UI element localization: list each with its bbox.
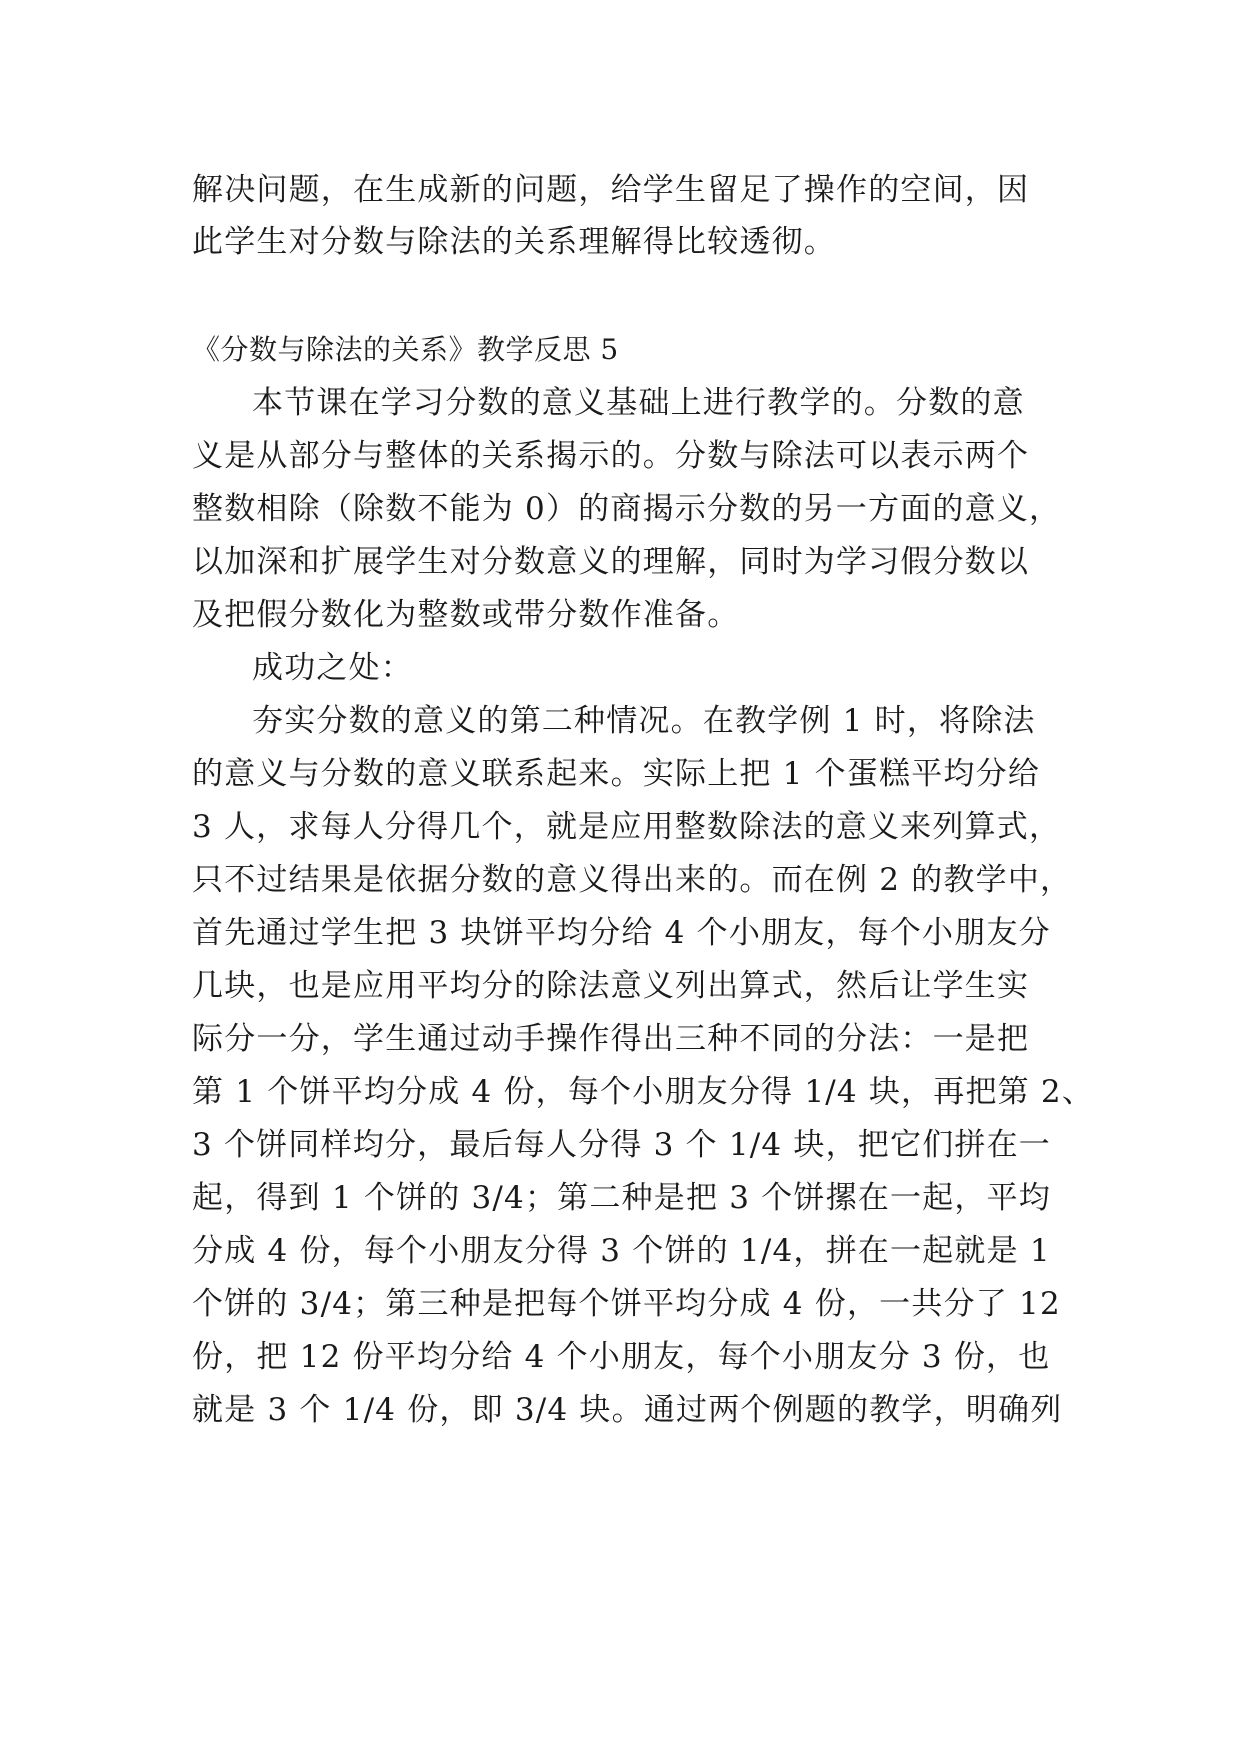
text-line: 以加深和扩展学生对分数意义的理解，同时为学习假分数以 [192,544,1030,580]
text-line: 起，得到 1 个饼的 3/4；第二种是把 3 个饼摞在一起，平均 [192,1180,1052,1216]
text-line: 就是 3 个 1/4 份，即 3/4 块。通过两个例题的教学，明确列 [192,1392,1063,1428]
text-line: 夯实分数的意义的第二种情况。在教学例 1 时，将除法 [252,703,1036,739]
text-line: 个饼的 3/4；第三种是把每个饼平均分成 4 份，一共分了 12 [192,1286,1061,1322]
text-line: 义是从部分与整体的关系揭示的。分数与除法可以表示两个 [192,438,1030,474]
text-line: 的意义与分数的意义联系起来。实际上把 1 个蛋糕平均分给 [192,756,1041,792]
text-line: 成功之处： [252,650,413,686]
text-line: 际分一分，学生通过动手操作得出三种不同的分法：一是把 [192,1021,1030,1057]
text-line: 3 人，求每人分得几个，就是应用整数除法的意义来列算式， [192,809,1062,845]
text-line: 只不过结果是依据分数的意义得出来的。而在例 2 的教学中， [192,862,1073,898]
section-heading: 《分数与除法的关系》教学反思 5 [192,333,619,366]
text-line: 3 个饼同样均分，最后每人分得 3 个 1/4 块，把它们拼在一 [192,1127,1052,1163]
text-line: 此学生对分数与除法的关系理解得比较透彻。 [192,224,836,260]
text-line: 整数相除（除数不能为 0）的商揭示分数的另一方面的意义， [192,491,1062,527]
text-line: 第 1 个饼平均分成 4 份，每个小朋友分得 1/4 块，再把第 2、 [192,1074,1095,1110]
text-line: 首先通过学生把 3 块饼平均分给 4 个小朋友，每个小朋友分 [192,915,1051,951]
text-line: 及把假分数化为整数或带分数作准备。 [192,597,740,633]
text-line: 分成 4 份，每个小朋友分得 3 个饼的 1/4，拼在一起就是 1 [192,1233,1051,1269]
text-line: 份，把 12 份平均分给 4 个小朋友，每个小朋友分 3 份，也 [192,1339,1051,1375]
text-line: 解决问题，在生成新的问题，给学生留足了操作的空间，因 [192,172,1030,208]
text-line: 本节课在学习分数的意义基础上进行教学的。分数的意 [252,385,1025,421]
text-line: 几块，也是应用平均分的除法意义列出算式，然后让学生实 [192,968,1030,1004]
